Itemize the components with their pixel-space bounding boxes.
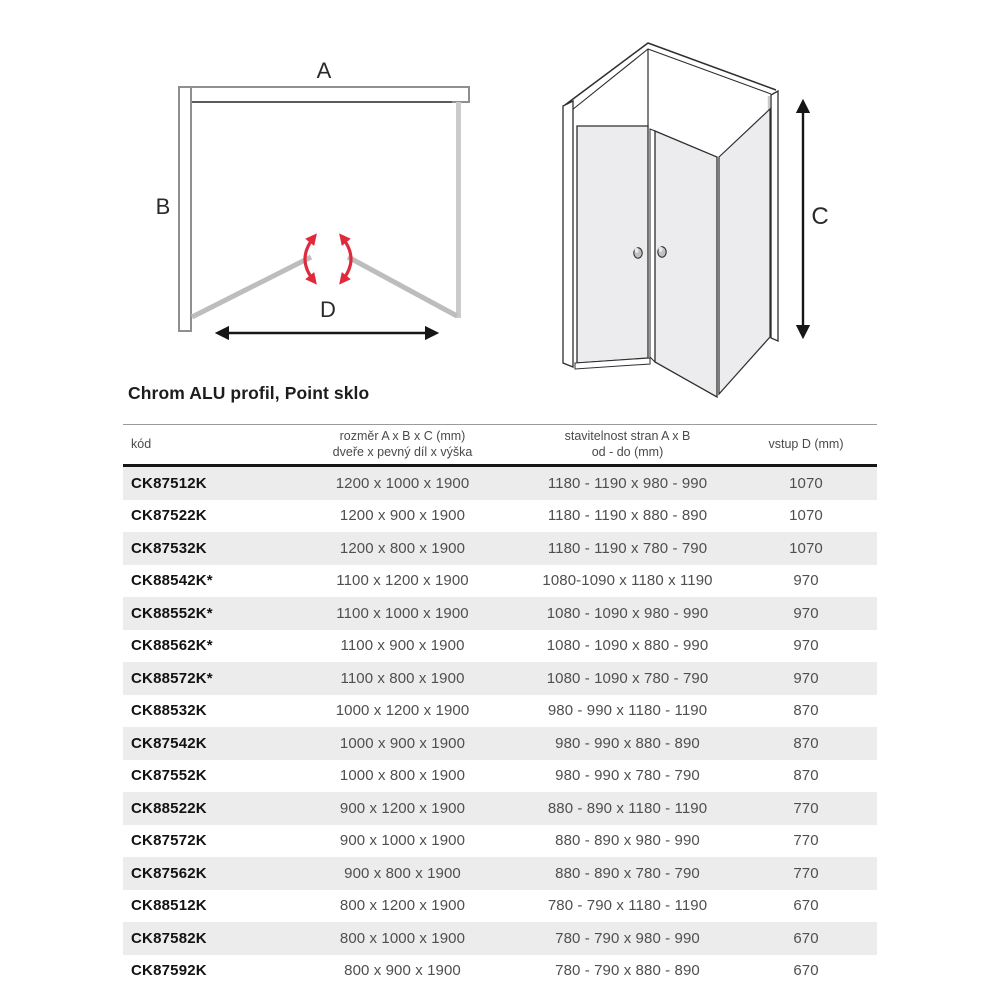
table-cell-stavitelnost: 980 - 990 x 1180 - 1190 — [547, 702, 708, 720]
door-handle-right-icon — [658, 247, 666, 257]
door-right-open — [650, 129, 717, 397]
table-cell-kod: CK88522K — [131, 799, 207, 817]
table-cell-rozmer: 800 x 1200 x 1900 — [339, 897, 466, 915]
table-cell-rozmer: 1000 x 900 x 1900 — [339, 734, 466, 752]
table-cell-vstup: 970 — [793, 604, 819, 622]
table-cell-rozmer: 900 x 1200 x 1900 — [339, 799, 466, 817]
table-cell-rozmer: 1200 x 800 x 1900 — [339, 539, 466, 557]
table-cell-vstup: 1070 — [789, 539, 823, 557]
table-cell-kod: CK88572K* — [131, 669, 213, 687]
table-cell-rozmer: 1100 x 1000 x 1900 — [336, 604, 469, 622]
table-cell-stavitelnost: 780 - 790 x 880 - 890 — [555, 962, 700, 980]
column-header-vstup: vstup D (mm) — [768, 436, 844, 451]
table-cell-stavitelnost: 980 - 990 x 880 - 890 — [555, 734, 700, 752]
table-header — [123, 425, 877, 466]
table-cell-stavitelnost: 780 - 790 x 980 - 990 — [555, 929, 700, 947]
label-dimension-d: D — [320, 297, 336, 322]
table-row — [123, 662, 877, 695]
table-cell-stavitelnost: 880 - 890 x 980 - 990 — [555, 832, 700, 850]
table-cell-rozmer: 1200 x 1000 x 1900 — [335, 474, 470, 492]
column-header-line: stavitelnost stran A x B — [564, 429, 691, 443]
table-cell-kod: CK88562K* — [131, 637, 213, 655]
table-cell-vstup: 1070 — [789, 474, 823, 492]
label-dimension-c: C — [811, 203, 829, 230]
table-row — [123, 466, 877, 500]
plan-view-diagram — [140, 45, 475, 350]
table-row — [123, 727, 877, 760]
table-cell-stavitelnost: 1180 - 1190 x 880 - 890 — [547, 507, 708, 525]
table-cell-vstup: 670 — [793, 897, 819, 915]
wall-profile-left — [179, 87, 191, 331]
table-row — [123, 500, 877, 533]
table-row — [123, 532, 877, 565]
table-cell-rozmer: 1000 x 800 x 1900 — [339, 767, 466, 785]
table-cell-rozmer: 1200 x 900 x 1900 — [339, 507, 466, 525]
table-row — [123, 922, 877, 955]
table-cell-kod: CK87522K — [131, 507, 207, 525]
table-cell-rozmer: 1100 x 800 x 1900 — [340, 669, 465, 687]
page-title: Chrom ALU profil, Point sklo — [128, 383, 370, 403]
table-cell-kod: CK87552K — [131, 767, 207, 785]
table-cell-kod: CK87592K — [131, 962, 207, 980]
column-header-line: rozměr A x B x C (mm) — [339, 429, 466, 443]
table-cell-vstup: 670 — [793, 962, 819, 980]
table-cell-vstup: 970 — [793, 669, 819, 687]
table-cell-rozmer: 900 x 1000 x 1900 — [339, 832, 466, 850]
product-spec-table — [123, 424, 877, 987]
table-cell-kod: CK87532K — [131, 539, 207, 557]
table-cell-rozmer: 1100 x 900 x 1900 — [340, 637, 465, 655]
table-cell-kod: CK87562K — [131, 864, 207, 882]
table-cell-vstup: 770 — [793, 799, 819, 817]
door-handle-left-icon — [634, 248, 642, 258]
table-cell-stavitelnost: 1180 - 1190 x 780 - 790 — [547, 539, 708, 557]
table-cell-kod: CK88542K* — [131, 572, 213, 590]
table-cell-stavitelnost: 880 - 890 x 1180 - 1190 — [547, 799, 708, 817]
table-cell-stavitelnost: 880 - 890 x 780 - 790 — [555, 864, 700, 882]
table-cell-stavitelnost: 1080 - 1090 x 980 - 990 — [546, 604, 709, 622]
table-cell-vstup: 1070 — [789, 507, 823, 525]
table-cell-rozmer: 800 x 900 x 1900 — [344, 962, 461, 980]
table-cell-vstup: 670 — [793, 929, 819, 947]
table-cell-vstup: 770 — [793, 864, 819, 882]
table-cell-rozmer: 900 x 800 x 1900 — [344, 864, 461, 882]
table-cell-stavitelnost: 1180 - 1190 x 980 - 990 — [547, 474, 708, 492]
column-header-line: dveře x pevný díl x výška — [332, 444, 473, 459]
table-row — [123, 792, 877, 825]
table-cell-rozmer: 800 x 1000 x 1900 — [339, 929, 466, 947]
table-row — [123, 955, 877, 988]
table-cell-kod: CK88512K — [131, 897, 207, 915]
table-cell-stavitelnost: 1080 - 1090 x 780 - 790 — [546, 669, 709, 687]
table-cell-kod: CK88532K — [131, 702, 207, 720]
table-cell-vstup: 970 — [793, 572, 819, 590]
table-cell-vstup: 870 — [793, 734, 819, 752]
fixed-panel-glass — [456, 102, 461, 318]
table-row — [123, 597, 877, 630]
column-header-kod: kód — [131, 436, 152, 451]
table-cell-kod: CK87582K — [131, 929, 207, 947]
table-cell-kod: CK87542K — [131, 734, 207, 752]
table-cell-vstup: 970 — [793, 637, 819, 655]
side-panel-glass — [719, 109, 770, 394]
wall-profile-top — [179, 87, 469, 102]
perspective-view-diagram — [550, 30, 840, 405]
table-row — [123, 857, 877, 890]
table-cell-stavitelnost: 980 - 990 x 780 - 790 — [555, 767, 700, 785]
table-body — [123, 466, 877, 988]
table-row — [123, 695, 877, 728]
table-cell-vstup: 870 — [793, 767, 819, 785]
label-dimension-a: A — [316, 58, 332, 83]
column-header-stavitelnost — [520, 425, 735, 466]
column-header-line: od - do (mm) — [591, 444, 664, 459]
table-cell-stavitelnost: 1080-1090 x 1180 x 1190 — [542, 572, 713, 590]
wall-profile-back-left — [563, 101, 573, 367]
label-dimension-b: B — [155, 194, 171, 219]
column-header-rozmer — [285, 425, 520, 466]
top-frame — [565, 43, 776, 127]
table-row — [123, 565, 877, 598]
table-row — [123, 630, 877, 663]
table-cell-kod: CK87512K — [131, 474, 207, 492]
table-row — [123, 890, 877, 923]
table-cell-kod: CK87572K — [131, 832, 207, 850]
table-row — [123, 825, 877, 858]
table-cell-vstup: 770 — [793, 832, 819, 850]
table-row — [123, 760, 877, 793]
table-cell-vstup: 870 — [793, 702, 819, 720]
table-cell-rozmer: 1100 x 1200 x 1900 — [336, 572, 469, 590]
table-cell-kod: CK88552K* — [131, 604, 213, 622]
table-cell-rozmer: 1000 x 1200 x 1900 — [335, 702, 470, 720]
table-cell-stavitelnost: 780 - 790 x 1180 - 1190 — [547, 897, 708, 915]
table-cell-stavitelnost: 1080 - 1090 x 880 - 990 — [546, 637, 709, 655]
